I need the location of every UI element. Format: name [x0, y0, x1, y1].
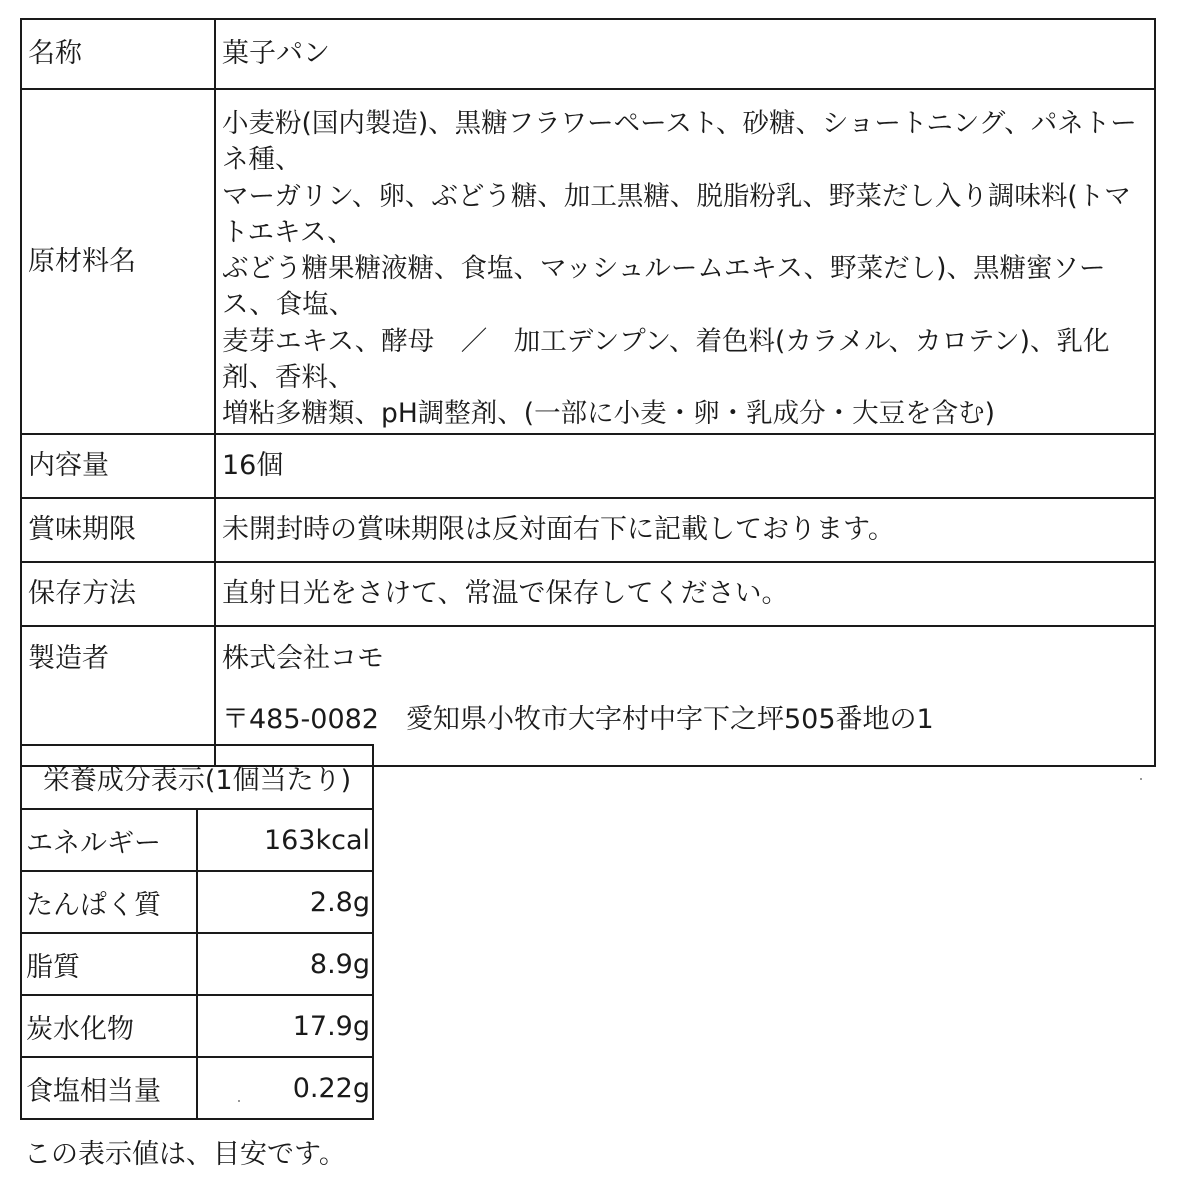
label-key: 製造者 [21, 626, 215, 766]
label-row-storage [21, 562, 1155, 626]
label-key: 賞味期限 [21, 498, 215, 562]
nutrition-row [21, 933, 373, 995]
label-key: 原材料名 [21, 89, 215, 434]
nutrition-note: この表示値は、目安です。 [24, 1139, 346, 1170]
manufacturer-address: 〒485-0082 愛知県小牧市大字村中字下之坪505番地の1 [222, 703, 934, 735]
nutrient-value: 0.22g [197, 1057, 373, 1119]
label-key: 内容量 [21, 434, 215, 498]
nutrition-row [21, 871, 373, 933]
scan-speck [238, 1100, 240, 1102]
nutrition-title: 栄養成分表示(1個当たり) [21, 745, 373, 809]
ingredients-line: 麦芽エキス、酵母 ／ 加工デンプン、着色料(カラメル、カロテン)、乳化剤、香料、 [222, 325, 1110, 394]
nutrient-value: 163kcal [197, 809, 373, 871]
ingredients-line: マーガリン、卵、ぶどう糖、加工黒糖、脱脂粉乳、野菜だし入り調味料(トマトエキス、 [222, 180, 1131, 248]
nutrient-name: 炭水化物 [21, 995, 197, 1057]
food-label-table [20, 18, 1156, 767]
ingredients-line: 小麦粉(国内製造)、黒糖フラワーペースト、砂糖、ショートニング、パネトーネ種、 [222, 108, 1137, 176]
nutrition-title-row [21, 745, 373, 809]
nutrient-name: 脂質 [21, 933, 197, 995]
label-value: 直射日光をさけて、常温で保存してください。 [215, 562, 1155, 626]
nutrition-row [21, 995, 373, 1057]
label-row-ingredients [21, 89, 1155, 434]
manufacturer-company: 株式会社コモ [222, 642, 384, 674]
label-row-best-before [21, 498, 1155, 562]
nutrition-facts-table [20, 744, 374, 1120]
nutrition-row [21, 1057, 373, 1119]
label-key: 保存方法 [21, 562, 215, 626]
nutrient-value: 8.9g [197, 933, 373, 995]
nutrient-value: 2.8g [197, 871, 373, 933]
label-value: 16個 [215, 434, 1155, 498]
nutrient-name: たんぱく質 [21, 871, 197, 933]
ingredients-line: ぶどう糖果糖液糖、食塩、マッシュルームエキス、野菜だし)、黒糖蜜ソース、食塩、 [222, 253, 1106, 321]
nutrition-row [21, 809, 373, 871]
nutrient-name: エネルギー [21, 809, 197, 871]
label-value: 未開封時の賞味期限は反対面右下に記載しております。 [215, 498, 1155, 562]
label-key: 名称 [21, 19, 215, 89]
ingredients-line: 増粘多糖類、pH調整剤、(一部に小麦・卵・乳成分・大豆を含む) [222, 398, 995, 430]
label-value: 菓子パン [215, 19, 1155, 89]
nutrient-name: 食塩相当量 [21, 1057, 197, 1119]
ingredients-value [215, 89, 1155, 434]
label-row-name [21, 19, 1155, 89]
scan-speck [1140, 778, 1142, 780]
nutrient-value: 17.9g [197, 995, 373, 1057]
label-row-quantity [21, 434, 1155, 498]
